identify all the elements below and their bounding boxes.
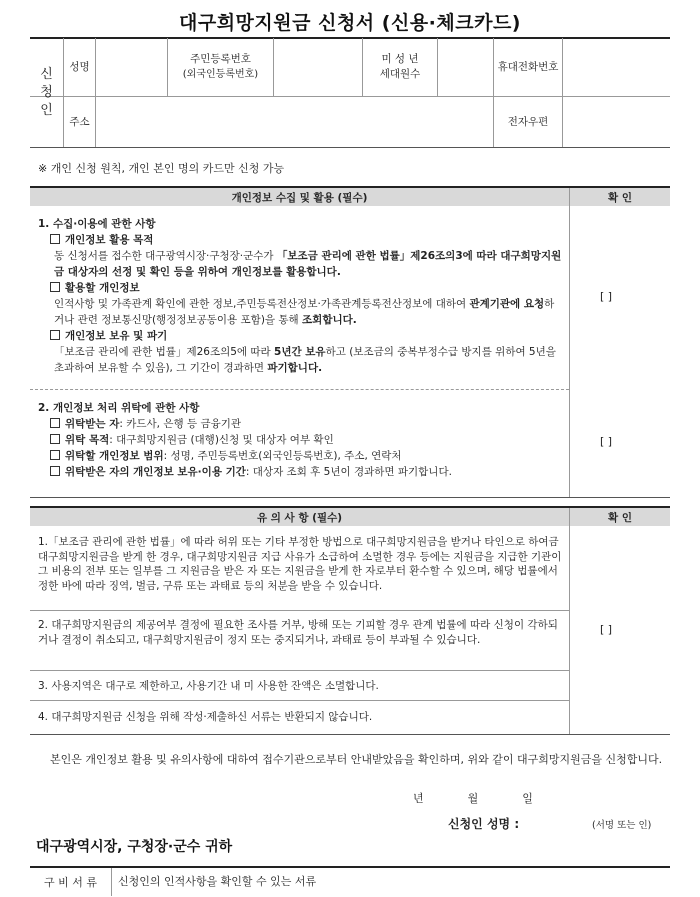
s2-title: 2. 개인정보 처리 위탁에 관한 사항 <box>38 402 200 414</box>
s2-c-label: 위탁할 개인정보 범위 <box>65 450 164 462</box>
phone-label: 휴대전화번호 <box>497 60 559 73</box>
s1-items-body <box>54 296 563 328</box>
signer-label: 신청인 성명 : <box>448 817 520 831</box>
minor-label-text: 미 성 년 <box>381 53 419 65</box>
table-bottom-border <box>30 147 670 148</box>
s1-retain-bold1: 5년간 보유 <box>274 346 326 358</box>
s1-purpose-bold: 「보조금 관리에 관한 법률」제26조의3에 따라 대구희망지원금 대상자의 선정 및 확인 등을 위하여 개인정보를 활용합니다. <box>54 250 562 278</box>
privacy-subsection-divider <box>30 389 569 390</box>
minor-label-sub: 세대원수 <box>379 68 421 80</box>
declaration-text: 본인은 개인정보 활용 및 유의사항에 대하여 접수기관으로부터 안내받았음을 확인하며, 위와 같이 대구희망지원금을 신청합니다. <box>50 753 663 766</box>
s2-b-val: : 대구희망지원금 (대행)신청 및 대상자 여부 확인 <box>109 434 334 446</box>
s2-d-label: 위탁받은 자의 개인정보 보유·이용 기간 <box>65 466 246 478</box>
s1-retain-pre: 「보조금 관리에 관한 법률」제26조의5에 따라 <box>54 346 275 358</box>
page-title: 대구희망지원금 신청서 (신용·체크카드) <box>179 12 521 34</box>
caution-divider <box>30 670 569 671</box>
s2-b-label: 위탁 목적 <box>65 434 110 446</box>
caution-item-4: 4. 대구희망지원금 신청을 위해 작성·제출하신 서류는 반환되지 않습니다. <box>38 711 373 723</box>
minor-label <box>363 38 437 96</box>
minor-count-field[interactable] <box>438 38 493 96</box>
s1-items-mid: 하거나 관련 정보통신망(행정정보공동이용 포함)을 통해 <box>54 298 555 326</box>
rrn-label-text: 주민등록번호 <box>190 53 251 65</box>
caution-divider <box>30 610 569 611</box>
s1-items-title-row <box>50 280 563 296</box>
checkbox-icon[interactable] <box>50 330 60 340</box>
s1-retain-mid: 하고 (보조금의 중복부정수급 방지를 위하여 5년을 초과하여 보유할 수 있음), 그 기간이 경과하면 <box>54 346 556 374</box>
rrn-label-sub: (외국인등록번호) <box>182 69 259 80</box>
rrn-field[interactable] <box>274 38 362 96</box>
checkbox-icon[interactable] <box>50 466 60 476</box>
s1-retain-title-row <box>50 328 563 344</box>
checkbox-icon[interactable] <box>50 282 60 292</box>
email-field[interactable] <box>563 97 670 147</box>
checkbox-icon[interactable] <box>50 418 60 428</box>
checkbox-icon[interactable] <box>50 234 60 244</box>
s1-retain-bold2: 파기합니다. <box>267 362 323 374</box>
docs-label: 구 비 서 류 <box>44 875 97 889</box>
s1-purpose-title: 개인정보 활용 목적 <box>65 234 154 246</box>
privacy-section-1 <box>38 216 563 376</box>
s2-d-val: : 대상자 조회 후 5년이 경과하면 파기합니다. <box>245 466 452 478</box>
caution-divider <box>30 700 569 701</box>
caution-confirm-box[interactable]: [ ] <box>600 623 613 636</box>
s2-item-c <box>50 448 563 464</box>
s1-items-title: 활용할 개인정보 <box>65 282 140 294</box>
s1-items-pre: 인적사항 및 가족관계 확인에 관한 정보,주민등록전산정보·가족관계등록전산정보에 대하여 <box>54 298 470 310</box>
caution-header: 유 의 사 항 (필수) <box>30 508 569 526</box>
s1-retain-body <box>54 344 563 376</box>
s2-item-a <box>50 416 563 432</box>
s1-items-bold2: 조회합니다. <box>302 314 357 326</box>
s2-a-label: 위탁받는 자 <box>65 418 120 430</box>
caution-item-2: 2. 대구희망지원금의 제공여부 결정에 필요한 조사를 거부, 방해 또는 기피할 경우 관계 법률에 따라 신청이 각하되거나 결정이 취소되고, 대구희망지원금이 정지 또는 중지되거나, 과태료 등이 부과될 수 있습니다. <box>38 619 558 646</box>
notice-text: ※ 개인 신청 원칙, 개인 본인 명의 카드만 신청 가능 <box>38 162 285 175</box>
confirm-col-divider <box>569 508 570 735</box>
s1-purpose-title-row <box>50 232 563 248</box>
signer-name-field[interactable] <box>530 812 590 830</box>
rrn-label <box>168 38 273 96</box>
s2-a-val: : 카드사, 은행 등 금융기관 <box>119 418 242 430</box>
signer-note: (서명 또는 인) <box>592 820 652 831</box>
s1-retain-title: 개인정보 보유 및 파기 <box>65 330 168 342</box>
docs-value: 신청인의 인적사항을 확인할 수 있는 서류 <box>118 875 317 888</box>
s1-purpose-pre: 동 신청서를 접수한 대구광역시장·구청장·군수가 <box>54 250 277 262</box>
phone-field[interactable] <box>563 38 670 96</box>
confirm-col-divider <box>569 188 570 498</box>
checkbox-icon[interactable] <box>50 434 60 444</box>
privacy-header: 개인정보 수집 및 활용 (필수) <box>30 188 569 206</box>
s2-item-d <box>50 464 563 480</box>
docs-col-divider <box>111 868 112 896</box>
addressee: 대구광역시장, 구청장·군수 귀하 <box>36 839 233 855</box>
name-label: 성명 <box>69 60 90 73</box>
checkbox-icon[interactable] <box>50 450 60 460</box>
applicant-side-label: 신 청 인 <box>40 66 53 118</box>
address-field[interactable] <box>96 97 493 147</box>
address-label: 주소 <box>69 115 90 128</box>
caution-item-1: 1.「보조금 관리에 관한 법률」에 따라 허위 또는 기타 부정한 방법으로 대구희망지원금을 받거나 타인으로 하여금 대구희망지원금을 받게 한 경우, 대구희망지원금 지급 사유가 소급하여 소멸한 경우 등에는 지원금을 지급한 기관이 그 비용의 전부 또는 일부를 그 지원금을 받은 자 또는 지원금을 받게 한 자로부터 환수할 수 있으며, 해당 법률에서 정한 바에 따라 징역, 벌금, 구류 또는 과태료 등의 처분을 받을 수 있습니다. <box>38 536 562 592</box>
caution-bottom-border <box>30 734 670 735</box>
privacy-confirm-header: 확 인 <box>570 188 670 206</box>
privacy-section-2 <box>38 400 563 480</box>
s2-item-b <box>50 432 563 448</box>
caution-confirm-header: 확 인 <box>570 508 670 526</box>
s2-confirm-box[interactable]: [ ] <box>600 435 613 448</box>
date-line: 년 월 일 <box>413 792 533 805</box>
email-label: 전자우편 <box>507 115 549 128</box>
s1-items-bold1: 관계기관에 요청 <box>469 298 545 310</box>
docs-top-border <box>30 866 670 868</box>
s1-purpose-body <box>54 248 563 280</box>
name-field[interactable] <box>96 38 167 96</box>
s1-title: 1. 수집·이용에 관한 사항 <box>38 218 156 230</box>
s1-confirm-box[interactable]: [ ] <box>600 290 613 303</box>
s2-c-val: : 성명, 주민등록번호(외국인등록번호), 주소, 연락처 <box>163 450 402 462</box>
privacy-bottom-border <box>30 497 670 498</box>
caution-item-3: 3. 사용지역은 대구로 제한하고, 사용기간 내 미 사용한 잔액은 소멸합니다. <box>38 680 379 692</box>
